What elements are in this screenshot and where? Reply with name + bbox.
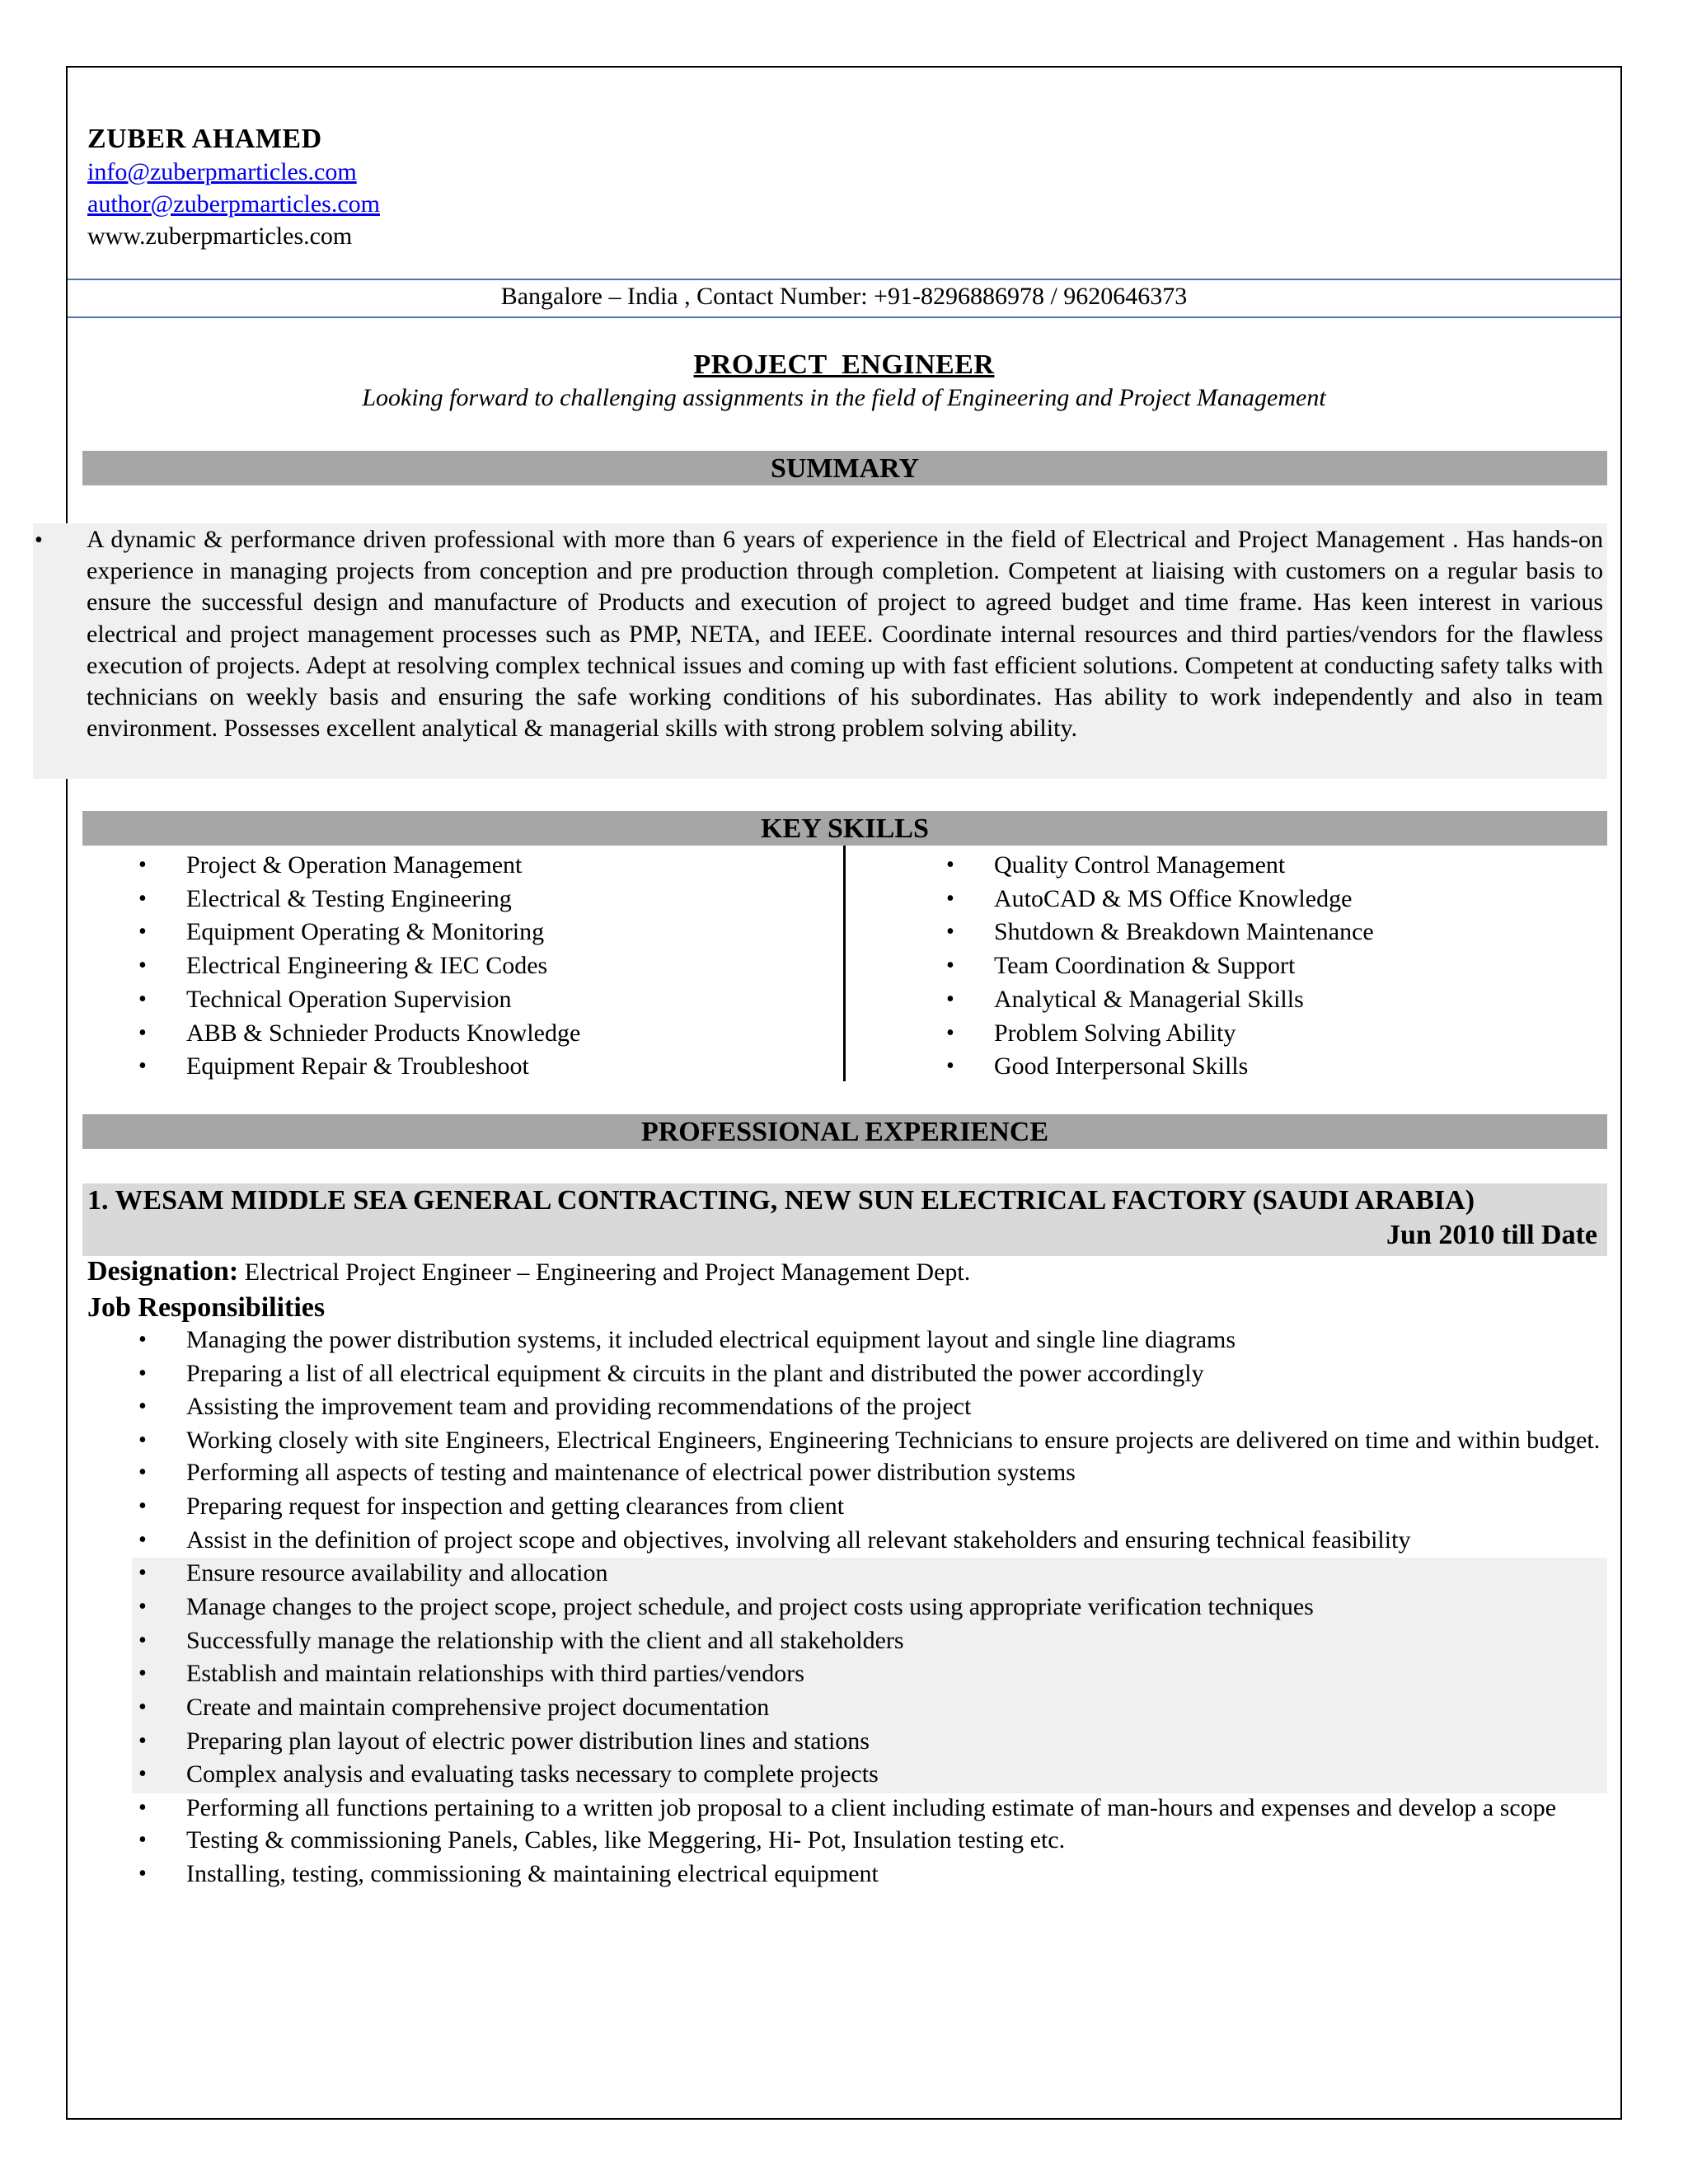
summary-text: A dynamic & performance driven professional with more than 6 years of experience in the field of Electrical and Project Management . Has hands-on experience in managing projects from conception and pre production through completion. Competent at liaising with customers on a regular basis to ensure the successful design and manufacture of Products and execution of project to agreed budget and time frame. Has keen interest in various electrical and project management processes such as PMP, NETA, and IEEE. Coordinate internal resources and third parties/vendors for the flawless execution of projects. Adept at resolving complex technical issues and coming up with fast efficient solutions. Competent at conducting safety talks with technicians on weekly basis and ensuring the safe working conditions of his subordinates. Has ability to work independently and also in team environment. Possesses excellent analytical & managerial skills with strong problem solving ability. <box>87 526 1603 743</box>
responsibility-item: • Complex analysis and evaluating tasks necessary to complete projects <box>137 1758 1604 1792</box>
skills-left-list <box>137 849 829 1084</box>
skill-item: • Technical Operation Supervision <box>137 983 829 1017</box>
responsibility-item: • Assisting the improvement team and providing recommendations of the project <box>137 1390 1604 1424</box>
responsibility-item: • Establish and maintain relationships with third parties/vendors <box>137 1657 1604 1691</box>
designation-value: Electrical Project Engineer – Engineering and Project Management Dept. <box>238 1258 971 1286</box>
responsibility-item: • Manage changes to the project scope, project schedule, and project costs using appropriate verification techniques <box>137 1591 1604 1624</box>
responsibility-item: • Working closely with site Engineers, Electrical Engineers, Engineering Technicians to ensure projects are delivered on time and within budget. <box>137 1424 1604 1456</box>
responsibility-item: • Successfully manage the relationship with the client and all stakeholders <box>137 1624 1604 1658</box>
responsibility-item: • Testing & commissioning Panels, Cables, like Meggering, Hi- Pot, Insulation testing etc. <box>137 1824 1604 1858</box>
responsibility-item: • Ensure resource availability and allocation <box>137 1557 1604 1591</box>
key-skills-heading: KEY SKILLS <box>82 811 1607 846</box>
skill-item: • Project & Operation Management <box>137 849 829 883</box>
skill-item: • Electrical & Testing Engineering <box>137 883 829 916</box>
skill-item: • Quality Control Management <box>945 849 1587 883</box>
summary-bullet: • <box>35 527 43 553</box>
skill-item: • Equipment Operating & Monitoring <box>137 916 829 949</box>
skill-item: • AutoCAD & MS Office Knowledge <box>945 883 1587 916</box>
responsibility-item: • Performing all aspects of testing and maintenance of electrical power distribution systems <box>137 1456 1604 1490</box>
responsibility-item: • Managing the power distribution systems, it included electrical equipment layout and single line diagrams <box>137 1324 1604 1357</box>
skill-item: • Analytical & Managerial Skills <box>945 983 1587 1017</box>
responsibility-item: • Preparing a list of all electrical equipment & circuits in the plant and distributed the power accordingly <box>137 1357 1604 1391</box>
skill-item: • Equipment Repair & Troubleshoot <box>137 1050 829 1084</box>
employment-period: Jun 2010 till Date <box>1386 1220 1597 1250</box>
responsibility-item: • Preparing plan layout of electric power distribution lines and stations <box>137 1725 1604 1759</box>
summary-heading: SUMMARY <box>82 451 1607 485</box>
responsibility-item: • Performing all functions pertaining to a written job proposal to a client including estimate of man-hours and expenses and develop a scope <box>137 1792 1604 1824</box>
company-name: 1. WESAM MIDDLE SEA GENERAL CONTRACTING, NEW SUN ELECTRICAL FACTORY (SAUDI ARABIA) <box>87 1185 1475 1216</box>
skills-right-list <box>945 849 1587 1084</box>
responsibility-item: • Installing, testing, commissioning & maintaining electrical equipment <box>137 1858 1604 1891</box>
designation-label: Designation: <box>87 1256 239 1286</box>
skill-item: • Electrical Engineering & IEC Codes <box>137 949 829 983</box>
skill-item: • Good Interpersonal Skills <box>945 1050 1587 1084</box>
responsibility-item: • Preparing request for inspection and getting clearances from client <box>137 1490 1604 1524</box>
responsibility-item: • Create and maintain comprehensive project documentation <box>137 1691 1604 1725</box>
email-info-link[interactable]: info@zuberpmarticles.com <box>87 158 357 185</box>
responsibility-item: • Assist in the definition of project scope and objectives, involving all relevant stakeholders and ensuring technical feasibility <box>137 1524 1604 1558</box>
responsibilities-list <box>137 1324 1604 1891</box>
career-objective: Looking forward to challenging assignments in the field of Engineering and Project Management <box>362 384 1326 411</box>
responsibilities-heading: Job Responsibilities <box>87 1292 326 1323</box>
candidate-name: ZUBER AHAMED <box>87 124 322 154</box>
skill-item: • ABB & Schnieder Products Knowledge <box>137 1017 829 1051</box>
skills-column-divider <box>843 846 846 1081</box>
skill-item: • Team Coordination & Support <box>945 949 1587 983</box>
contact-line: Bangalore – India , Contact Number: +91-8296886978 / 9620646373 <box>500 283 1188 310</box>
bottom-divider <box>68 316 1620 318</box>
skill-item: • Problem Solving Ability <box>945 1017 1587 1051</box>
designation-line <box>87 1254 970 1290</box>
job-title: PROJECT ENGINEER <box>693 349 995 380</box>
top-divider <box>68 279 1620 280</box>
experience-heading: PROFESSIONAL EXPERIENCE <box>82 1114 1607 1149</box>
skill-item: • Shutdown & Breakdown Maintenance <box>945 916 1587 949</box>
website-text: www.zuberpmarticles.com <box>87 223 353 250</box>
email-author-link[interactable]: author@zuberpmarticles.com <box>87 190 380 218</box>
